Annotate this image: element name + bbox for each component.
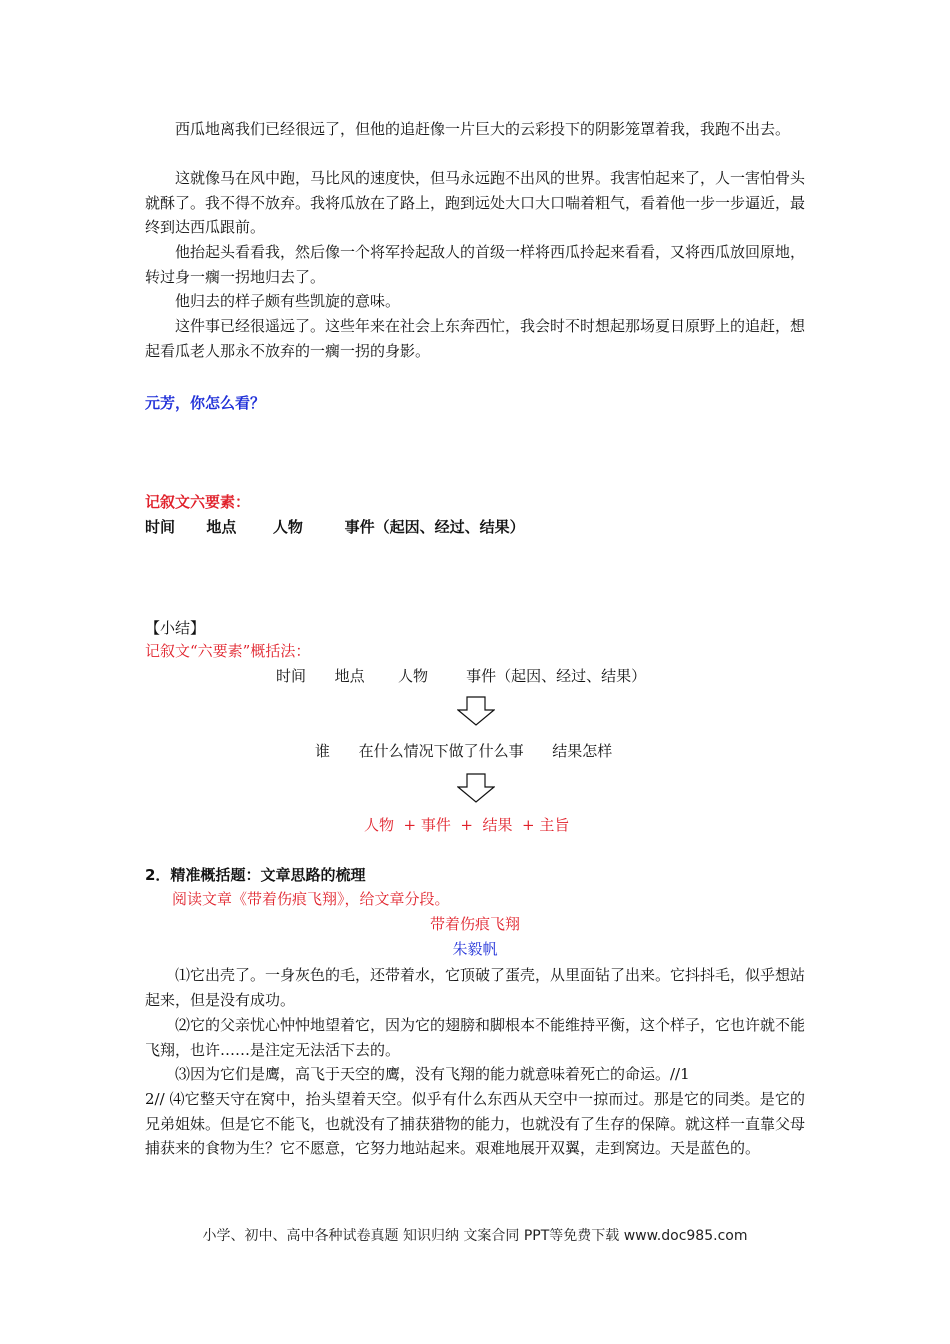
summary-row-questions: 谁 在什么情况下做了什么事 结果怎样 [315,742,613,760]
story-paragraph-4: 他归去的样子颇有些凯旋的意味。 [175,292,401,310]
down-arrow-icon [457,696,495,726]
six-elements-title: 记叙文六要素： [145,493,251,511]
story-paragraph-2: 这就像马在风中跑，马比风的速度快，但马永远跑不出风的世界。我害怕起来了，人一害怕骨头就酥了。我不得不放弃。我将瓜放在了路上，跑到远处大口大口喘着粗气，看着他一步一步逼近，最终到达西瓜跟前。 [145,169,806,236]
article-paragraph-1: ⑴它出壳了。一身灰色的毛，还带着水，它顶破了蛋壳，从里面钻了出来。它抖抖毛，似乎想站起来，但是没有成功。 [145,966,806,1009]
footer-text: 小学、初中、高中各种试卷真题 知识归纳 文案合同 PPT等免费下载 www.doc985.com [202,1228,748,1244]
article-title: 带着伤痕飞翔 [429,915,520,933]
story-paragraph-5: 这件事已经很遥远了。这些年来在社会上东奔西忙，我会时不时想起那场夏日原野上的追赶，想起看瓜老人那永不放弃的一瘸一拐的身影。 [145,317,806,360]
six-elements-line: 时间 地点 人物 事件（起因、经过、结果） [145,518,525,536]
question-text: 元芳，你怎么看？ [145,394,266,412]
article-paragraph-3: ⑶因为它们是鹰，高飞于天空的鹰，没有飞翔的能力就意味着死亡的命运。//1 [175,1065,690,1083]
story-paragraph-1: 西瓜地离我们已经很远了，但他的追赶像一片巨大的云彩投下的阴影笼罩着我，我跑不出去。 [175,120,791,138]
story-paragraph-3: 他抬起头看看我，然后像一个将军拎起敌人的首级一样将西瓜拎起来看看，又将西瓜放回原地，转过身一瘸一拐地归去了。 [145,243,806,286]
article-paragraph-4: 2// ⑷它整天守在窝中，抬头望着天空。似乎有什么东西从天空中一掠而过。那是它的同类。是它的兄弟姐妹。但是它不能飞，也就没有了捕获猎物的能力，也就没有了生存的保障。就这样一直靠父母捕获来的食物为生？它不愿意，它努力地站起来。艰难地展开双翼，走到窝边。天是蓝色的。 [145,1090,806,1157]
article-paragraph-2: ⑵它的父亲忧心忡忡地望着它，因为它的翅膀和脚根本不能维持平衡，这个样子，它也许就不能飞翔，也许……是注定无法活下去的。 [145,1016,806,1059]
article-author: 朱毅帆 [452,940,498,958]
down-arrow-icon [457,773,495,803]
summary-row-formula: 人物 + 事件 + 结果 + 主旨 [364,816,570,834]
summary-row-elements: 时间 地点 人物 事件（起因、经过、结果） [276,667,647,685]
summary-label: 【小结】 [145,619,206,637]
section2-heading: 2．精准概括题：文章思路的梳理 [145,866,366,884]
section2-instruction: 阅读文章《带着伤痕飞翔》，给文章分段。 [172,890,450,908]
summary-method: 记叙文“六要素”概括法： [145,642,311,660]
